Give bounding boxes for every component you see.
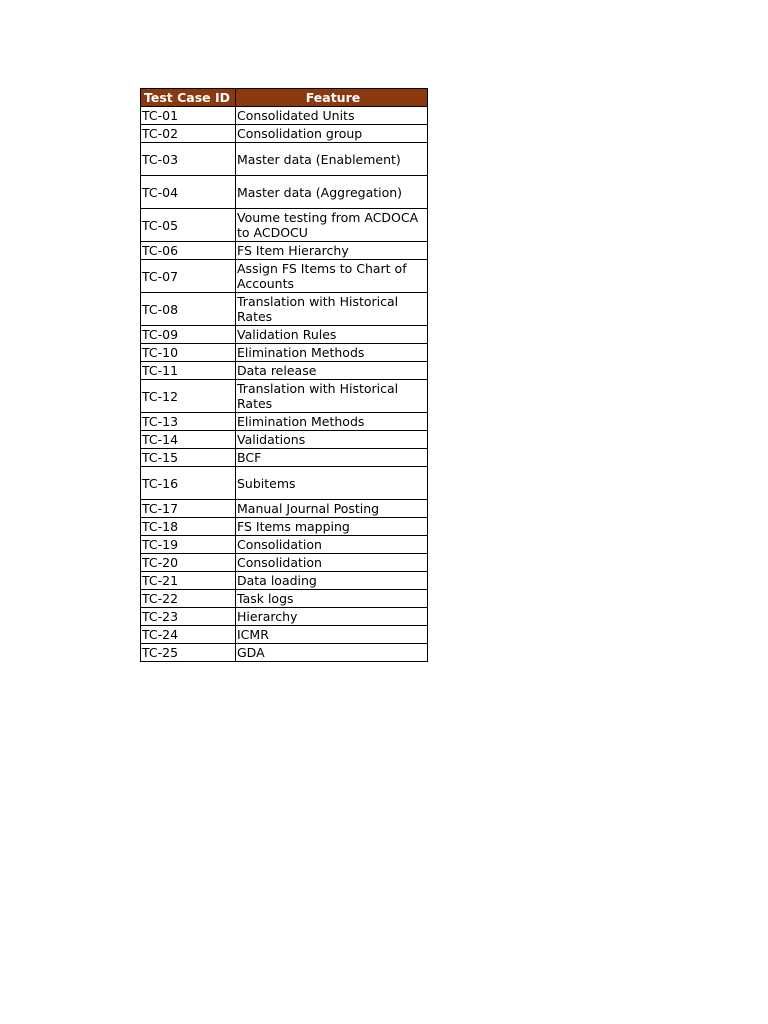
test-case-table — [140, 88, 428, 662]
document-sheet — [140, 88, 428, 662]
header-test-case-id: Test Case ID — [141, 89, 236, 107]
test-case-id-cell: TC-24 — [141, 626, 236, 644]
test-case-id-cell: TC-18 — [141, 518, 236, 536]
table-row — [141, 143, 428, 176]
test-case-id-cell: TC-22 — [141, 590, 236, 608]
table-row — [141, 554, 428, 572]
test-case-id-cell: TC-03 — [141, 143, 236, 176]
feature-cell: Data loading — [236, 572, 428, 590]
test-case-id-cell: TC-09 — [141, 326, 236, 344]
feature-cell: Master data (Enablement) — [236, 143, 428, 176]
table-row — [141, 326, 428, 344]
test-case-id-cell: TC-10 — [141, 344, 236, 362]
test-case-id-cell: TC-16 — [141, 467, 236, 500]
feature-cell: Manual Journal Posting — [236, 500, 428, 518]
table-row — [141, 536, 428, 554]
test-case-id-cell: TC-14 — [141, 431, 236, 449]
table-row — [141, 380, 428, 413]
table-row — [141, 500, 428, 518]
feature-cell: Data release — [236, 362, 428, 380]
test-case-id-cell: TC-20 — [141, 554, 236, 572]
test-case-id-cell: TC-23 — [141, 608, 236, 626]
test-case-id-cell: TC-21 — [141, 572, 236, 590]
feature-cell: Subitems — [236, 467, 428, 500]
table-row — [141, 107, 428, 125]
test-case-id-cell: TC-07 — [141, 260, 236, 293]
table-row — [141, 413, 428, 431]
feature-cell: Validations — [236, 431, 428, 449]
feature-cell: Consolidated Units — [236, 107, 428, 125]
feature-cell: Consolidation — [236, 536, 428, 554]
table-row — [141, 260, 428, 293]
table-row — [141, 467, 428, 500]
feature-cell: Consolidation — [236, 554, 428, 572]
feature-cell: BCF — [236, 449, 428, 467]
table-row — [141, 362, 428, 380]
test-case-id-cell: TC-13 — [141, 413, 236, 431]
table-row — [141, 644, 428, 662]
table-row — [141, 626, 428, 644]
feature-cell: Task logs — [236, 590, 428, 608]
table-row — [141, 608, 428, 626]
test-case-id-cell: TC-05 — [141, 209, 236, 242]
table-header — [141, 89, 428, 107]
feature-cell: FS Items mapping — [236, 518, 428, 536]
feature-cell: Translation with Historical Rates — [236, 380, 428, 413]
feature-cell: Assign FS Items to Chart of Accounts — [236, 260, 428, 293]
test-case-id-cell: TC-02 — [141, 125, 236, 143]
test-case-id-cell: TC-01 — [141, 107, 236, 125]
feature-cell: Elimination Methods — [236, 344, 428, 362]
feature-cell: Voume testing from ACDOCA to ACDOCU — [236, 209, 428, 242]
table-row — [141, 590, 428, 608]
header-feature: Feature — [236, 89, 428, 107]
table-row — [141, 176, 428, 209]
table-row — [141, 344, 428, 362]
test-case-id-cell: TC-08 — [141, 293, 236, 326]
test-case-id-cell: TC-04 — [141, 176, 236, 209]
test-case-id-cell: TC-11 — [141, 362, 236, 380]
feature-cell: Translation with Historical Rates — [236, 293, 428, 326]
table-row — [141, 125, 428, 143]
feature-cell: ICMR — [236, 626, 428, 644]
feature-cell: Elimination Methods — [236, 413, 428, 431]
feature-cell: Hierarchy — [236, 608, 428, 626]
feature-cell: Master data (Aggregation) — [236, 176, 428, 209]
feature-cell: Consolidation group — [236, 125, 428, 143]
test-case-id-cell: TC-17 — [141, 500, 236, 518]
test-case-id-cell: TC-06 — [141, 242, 236, 260]
table-row — [141, 242, 428, 260]
table-row — [141, 518, 428, 536]
feature-cell: GDA — [236, 644, 428, 662]
feature-cell: Validation Rules — [236, 326, 428, 344]
test-case-id-cell: TC-15 — [141, 449, 236, 467]
table-row — [141, 431, 428, 449]
table-row — [141, 449, 428, 467]
table-row — [141, 572, 428, 590]
table-row — [141, 209, 428, 242]
feature-cell: FS Item Hierarchy — [236, 242, 428, 260]
table-header-row — [141, 89, 428, 107]
test-case-id-cell: TC-12 — [141, 380, 236, 413]
table-body — [141, 107, 428, 662]
test-case-id-cell: TC-19 — [141, 536, 236, 554]
test-case-id-cell: TC-25 — [141, 644, 236, 662]
table-row — [141, 293, 428, 326]
